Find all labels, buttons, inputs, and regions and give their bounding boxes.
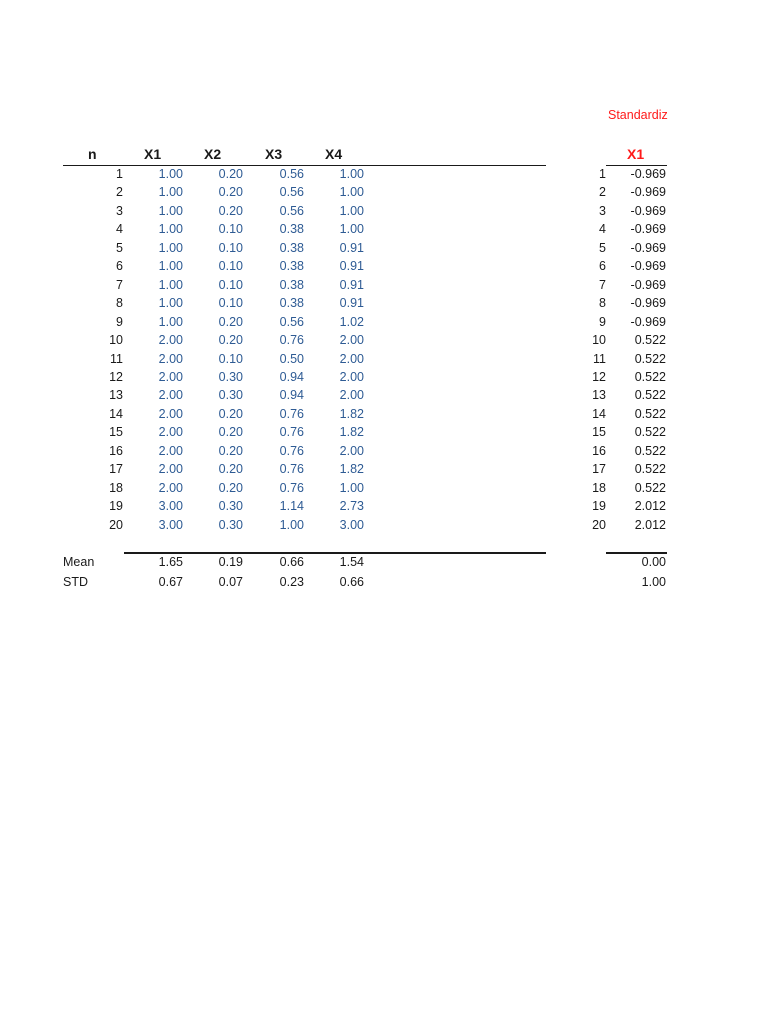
header-x3: X3	[265, 146, 283, 162]
cell-x4: 2.00	[339, 388, 364, 403]
cell-x1: 1.00	[158, 222, 183, 237]
table-row	[0, 388, 768, 406]
cell-sx1: -0.969	[630, 222, 666, 237]
cell-x4: 1.00	[339, 480, 364, 495]
cell-n: 2	[116, 185, 123, 200]
cell-x3: 0.76	[279, 333, 304, 348]
cell-x4: 1.00	[339, 203, 364, 218]
cell-sn: 13	[592, 388, 606, 403]
cell-x3: 0.38	[279, 240, 304, 255]
cell-sx1: 0.522	[634, 480, 666, 495]
header-x2: X2	[204, 146, 222, 162]
mean-label: Mean	[63, 555, 95, 569]
cell-x4: 0.91	[339, 259, 364, 274]
cell-x2: 0.20	[218, 167, 243, 181]
cell-n: 17	[109, 462, 123, 477]
cell-x3: 0.56	[279, 167, 304, 181]
cell-x4: 2.00	[339, 351, 364, 366]
table-row	[0, 185, 768, 203]
cell-x1: 2.00	[158, 462, 183, 477]
mean-x2: 0.19	[218, 555, 243, 569]
table-row	[0, 278, 768, 296]
cell-x2: 0.10	[218, 222, 243, 237]
cell-sn: 9	[599, 314, 606, 329]
cell-x2: 0.20	[218, 333, 243, 348]
cell-x1: 2.00	[158, 333, 183, 348]
table-row	[0, 481, 768, 499]
table-row	[0, 462, 768, 480]
cell-n: 18	[109, 480, 123, 495]
cell-x3: 0.56	[279, 185, 304, 200]
cell-sx1: 0.522	[634, 462, 666, 477]
cell-x1: 1.00	[158, 259, 183, 274]
cell-sn: 8	[599, 296, 606, 311]
cell-sx1: 0.522	[634, 369, 666, 384]
cell-n: 12	[109, 369, 123, 384]
cell-sn: 5	[599, 240, 606, 255]
cell-x4: 2.00	[339, 369, 364, 384]
mean-x4: 1.54	[339, 555, 364, 569]
cell-n: 7	[116, 277, 123, 292]
cell-x3: 0.76	[279, 406, 304, 421]
cell-x3: 0.76	[279, 425, 304, 440]
summary-line-right	[606, 552, 667, 554]
cell-x3: 0.56	[279, 203, 304, 218]
cell-sx1: -0.969	[630, 277, 666, 292]
cell-x1: 3.00	[158, 499, 183, 514]
cell-sx1: -0.969	[630, 167, 666, 181]
cell-sx1: -0.969	[630, 259, 666, 274]
cell-x1: 2.00	[158, 406, 183, 421]
cell-x2: 0.30	[218, 499, 243, 514]
table-row	[0, 222, 768, 240]
cell-x2: 0.10	[218, 277, 243, 292]
cell-sn: 17	[592, 462, 606, 477]
cell-sn: 18	[592, 480, 606, 495]
cell-sx1: 2.012	[634, 517, 666, 532]
mean-x1: 1.65	[158, 555, 183, 569]
cell-n: 5	[116, 240, 123, 255]
cell-sn: 4	[599, 222, 606, 237]
cell-x2: 0.20	[218, 480, 243, 495]
cell-x2: 0.20	[218, 185, 243, 200]
cell-sx1: -0.969	[630, 240, 666, 255]
table-row	[0, 425, 768, 443]
cell-x1: 2.00	[158, 480, 183, 495]
mean-row	[0, 555, 768, 573]
cell-x1: 2.00	[158, 443, 183, 458]
table-row	[0, 204, 768, 222]
cell-x2: 0.20	[218, 425, 243, 440]
cell-x4: 1.82	[339, 425, 364, 440]
cell-x3: 0.38	[279, 277, 304, 292]
cell-x2: 0.10	[218, 351, 243, 366]
std-x2: 0.07	[218, 575, 243, 589]
cell-x2: 0.20	[218, 203, 243, 218]
cell-x3: 0.38	[279, 259, 304, 274]
table-row	[0, 407, 768, 425]
cell-sx1: -0.969	[630, 185, 666, 200]
cell-x2: 0.10	[218, 259, 243, 274]
cell-x3: 1.00	[279, 517, 304, 532]
table-row	[0, 296, 768, 314]
cell-sx1: -0.969	[630, 296, 666, 311]
cell-x3: 0.38	[279, 296, 304, 311]
cell-n: 13	[109, 388, 123, 403]
cell-n: 8	[116, 296, 123, 311]
cell-n: 3	[116, 203, 123, 218]
cell-n: 4	[116, 222, 123, 237]
cell-x3: 0.76	[279, 462, 304, 477]
table-row	[0, 352, 768, 370]
table-row	[0, 518, 768, 536]
cell-sx1: -0.969	[630, 314, 666, 329]
cell-sn: 1	[599, 167, 606, 181]
cell-n: 15	[109, 425, 123, 440]
cell-x4: 1.82	[339, 406, 364, 421]
cell-sx1: 0.522	[634, 425, 666, 440]
cell-x2: 0.20	[218, 462, 243, 477]
cell-x1: 1.00	[158, 314, 183, 329]
cell-x1: 3.00	[158, 517, 183, 532]
mean-std-x1: 0.00	[641, 555, 666, 569]
table-row	[0, 315, 768, 333]
cell-x4: 2.73	[339, 499, 364, 514]
cell-sn: 11	[593, 351, 606, 366]
cell-sn: 19	[592, 499, 606, 514]
std-row	[0, 575, 768, 593]
cell-n: 1	[116, 167, 123, 181]
table-row	[0, 167, 768, 185]
table-row	[0, 499, 768, 517]
cell-n: 10	[109, 333, 123, 348]
cell-sn: 14	[592, 406, 606, 421]
cell-x4: 0.91	[339, 296, 364, 311]
header-standardized-x1: X1	[627, 146, 645, 162]
section-title: Standardiz	[608, 108, 668, 122]
cell-sx1: 0.522	[634, 351, 666, 366]
table-row	[0, 259, 768, 277]
cell-x1: 2.00	[158, 425, 183, 440]
cell-sn: 10	[592, 333, 606, 348]
header-underline-left	[63, 165, 546, 166]
cell-x2: 0.20	[218, 314, 243, 329]
cell-sn: 2	[599, 185, 606, 200]
cell-x2: 0.30	[218, 369, 243, 384]
summary-line-left	[124, 552, 546, 554]
header-underline-right	[606, 165, 667, 166]
std-x3: 0.23	[279, 575, 304, 589]
cell-n: 16	[109, 443, 123, 458]
cell-sx1: 0.522	[634, 406, 666, 421]
cell-x2: 0.20	[218, 443, 243, 458]
cell-x1: 1.00	[158, 185, 183, 200]
cell-x3: 0.94	[279, 388, 304, 403]
cell-x3: 0.76	[279, 443, 304, 458]
cell-n: 6	[116, 259, 123, 274]
cell-x2: 0.10	[218, 240, 243, 255]
cell-sn: 7	[599, 277, 606, 292]
header-x4: X4	[325, 146, 343, 162]
cell-x2: 0.30	[218, 388, 243, 403]
std-x4: 0.66	[339, 575, 364, 589]
cell-x4: 0.91	[339, 240, 364, 255]
cell-sx1: -0.969	[630, 203, 666, 218]
cell-x4: 2.00	[339, 333, 364, 348]
cell-x2: 0.20	[218, 406, 243, 421]
cell-x1: 2.00	[158, 369, 183, 384]
cell-n: 11	[110, 351, 123, 366]
cell-x4: 2.00	[339, 443, 364, 458]
table-row	[0, 333, 768, 351]
std-std-x1: 1.00	[641, 575, 666, 589]
cell-sx1: 2.012	[634, 499, 666, 514]
std-label: STD	[63, 575, 88, 589]
std-x1: 0.67	[158, 575, 183, 589]
cell-sx1: 0.522	[634, 443, 666, 458]
cell-n: 19	[109, 499, 123, 514]
cell-x4: 1.02	[339, 314, 364, 329]
cell-x2: 0.30	[218, 517, 243, 532]
cell-x4: 0.91	[339, 277, 364, 292]
cell-x4: 1.82	[339, 462, 364, 477]
cell-sn: 20	[592, 517, 606, 532]
cell-sx1: 0.522	[634, 333, 666, 348]
cell-n: 20	[109, 517, 123, 532]
cell-x3: 1.14	[279, 499, 304, 514]
cell-x3: 0.50	[279, 351, 304, 366]
cell-x1: 2.00	[158, 351, 183, 366]
cell-x4: 1.00	[339, 222, 364, 237]
mean-x3: 0.66	[279, 555, 304, 569]
header-x1: X1	[144, 146, 162, 162]
cell-x1: 1.00	[158, 296, 183, 311]
cell-x4: 3.00	[339, 517, 364, 532]
table-row	[0, 444, 768, 462]
cell-sn: 12	[592, 369, 606, 384]
cell-x3: 0.38	[279, 222, 304, 237]
cell-x4: 1.00	[339, 167, 364, 181]
header-n: n	[88, 146, 97, 162]
cell-x3: 0.56	[279, 314, 304, 329]
cell-x1: 1.00	[158, 240, 183, 255]
cell-sn: 3	[599, 203, 606, 218]
table-row	[0, 241, 768, 259]
cell-x1: 1.00	[158, 167, 183, 181]
cell-sn: 6	[599, 259, 606, 274]
cell-sn: 15	[592, 425, 606, 440]
cell-x3: 0.94	[279, 369, 304, 384]
cell-x3: 0.76	[279, 480, 304, 495]
cell-x1: 2.00	[158, 388, 183, 403]
table-row	[0, 370, 768, 388]
cell-x1: 1.00	[158, 203, 183, 218]
cell-n: 9	[116, 314, 123, 329]
cell-n: 14	[109, 406, 123, 421]
cell-x1: 1.00	[158, 277, 183, 292]
cell-x4: 1.00	[339, 185, 364, 200]
cell-x2: 0.10	[218, 296, 243, 311]
cell-sn: 16	[592, 443, 606, 458]
cell-sx1: 0.522	[634, 388, 666, 403]
